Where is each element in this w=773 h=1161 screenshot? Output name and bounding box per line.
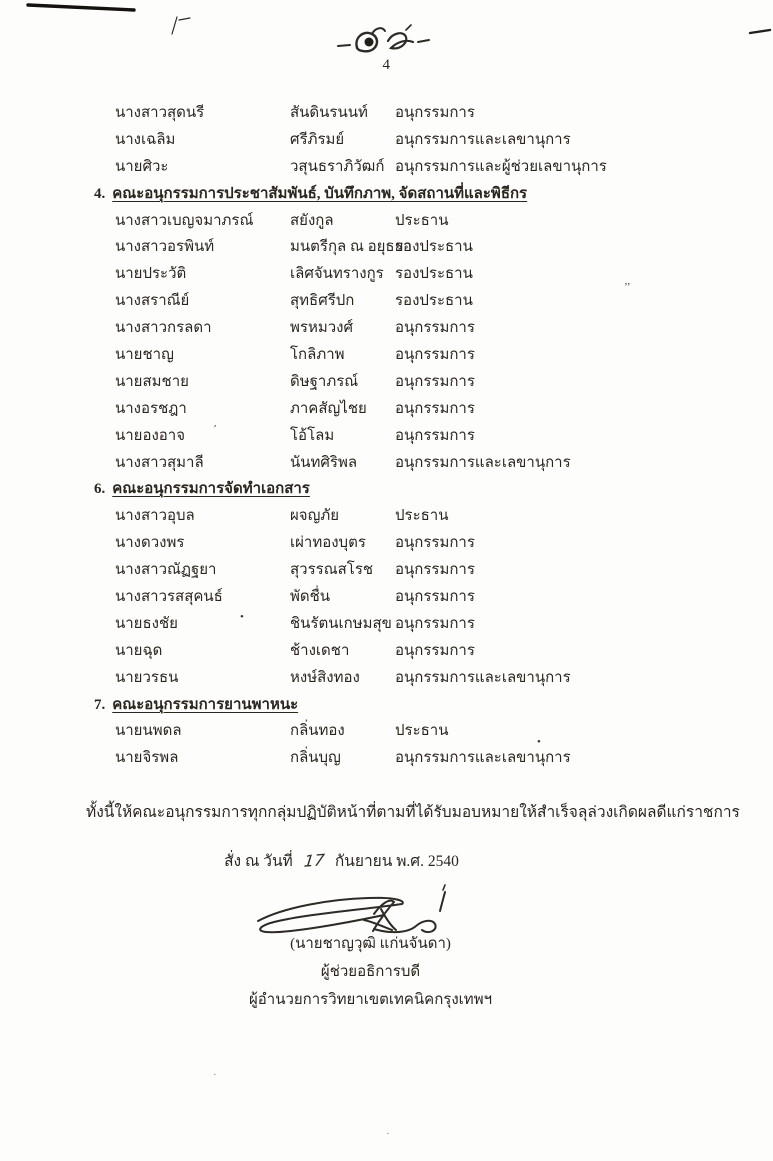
member-surname: โกลิภาพ (290, 347, 345, 364)
member-role: ประธาน (395, 212, 449, 229)
table-row (0, 450, 773, 477)
table-row (0, 638, 773, 665)
member-role: อนุกรรมการและเลขานุการ (395, 669, 571, 686)
member-name: นางสาวอรพินท์ (115, 239, 215, 256)
member-name: นายจิรพล (115, 750, 179, 767)
table-row (0, 557, 773, 584)
table-row (0, 288, 773, 315)
member-name: นางสาวเบญจมาภรณ์ (115, 212, 254, 229)
section-heading (0, 181, 773, 208)
section-heading (0, 692, 773, 719)
table-row (0, 396, 773, 423)
member-role: อนุกรรมการและเลขานุการ (395, 454, 571, 471)
member-surname: กลิ่นบุญ (290, 750, 341, 767)
member-surname: สยังกูล (290, 212, 334, 229)
table-row (0, 718, 773, 745)
member-surname: สุทธิศรีปก (290, 293, 355, 310)
committee-roster (0, 100, 773, 772)
signatory-title-2: ผู้อำนวยการวิทยาเขตเทคนิคกรุงเทพฯ (248, 992, 493, 1008)
table-row (0, 665, 773, 692)
member-name: นายองอาจ (115, 427, 186, 444)
page-number: 4 (382, 57, 391, 73)
order-date-line (0, 848, 728, 873)
member-surname: พัดชื่น (290, 589, 331, 606)
table-row (0, 423, 773, 450)
member-name: นางสาวสุมาลี (115, 454, 204, 471)
member-role: อนุกรรมการและผู้ช่วยเลขานุการ (395, 158, 607, 175)
scan-edge-dash (748, 27, 773, 37)
member-name: นางสาวณัฏฐยา (115, 562, 217, 579)
member-surname: พรหมวงศ์ (290, 320, 353, 337)
member-role: อนุกรรมการ (395, 535, 475, 552)
section-title: คณะอนุกรรมการยานพาหนะ (112, 696, 299, 713)
member-surname: นันทศิริพล (290, 454, 358, 471)
table-row (0, 127, 773, 154)
member-name: นางอรชฎา (115, 400, 187, 417)
table-row (0, 503, 773, 530)
member-name: นายนพดล (115, 723, 182, 740)
member-name: นางสาวรสสุคนธ์ (115, 589, 223, 606)
member-surname: เผ่าทองบุตร (290, 535, 366, 552)
table-row (0, 745, 773, 772)
closing-paragraph: ทั้งนี้ให้คณะอนุกรรมการทุกกลุ่มปฏิบัติหน้าที่ตามที่ได้รับมอบหมายให้สำเร็จลุล่วงเกิดผลดีแก่ราชการ (86, 804, 740, 821)
member-role: อนุกรรมการ (395, 373, 475, 390)
member-role: อนุกรรมการ (395, 105, 475, 121)
table-row (0, 369, 773, 396)
member-role: อนุกรรมการ (395, 589, 475, 606)
section-number: 7. (94, 696, 106, 713)
section-number: 4. (94, 185, 106, 202)
table-row (0, 315, 773, 342)
member-surname: วสุนธราภิวัฒก์ (290, 158, 385, 175)
handwritten-tick-mark (168, 14, 194, 38)
member-role: อนุกรรมการ (395, 427, 475, 444)
member-role: ประธาน (395, 723, 449, 740)
handwritten-day: 17 (302, 850, 326, 871)
member-name: นายสมชาย (115, 373, 189, 390)
member-role: อนุกรรมการ (395, 347, 475, 364)
section-title: คณะอนุกรรมการจัดทำเอกสาร (112, 481, 310, 498)
table-row (0, 342, 773, 369)
member-role: อนุกรรมการ (395, 642, 475, 659)
member-name: นายวรธน (115, 669, 179, 686)
member-name: นายศิวะ (115, 158, 169, 175)
member-role: อนุกรรมการ (395, 400, 475, 417)
member-role: รองประธาน (395, 293, 473, 310)
member-surname: ชินรัตนเกษมสุข (290, 615, 392, 632)
member-role: รองประธาน (395, 239, 473, 256)
scan-speck: • (240, 611, 244, 623)
member-surname: ศรีภิรมย์ (290, 131, 345, 148)
member-name: นายชาญ (115, 347, 174, 364)
table-row (0, 261, 773, 288)
section-number: 6. (94, 481, 106, 498)
member-surname: โอ้โลม (290, 427, 335, 444)
member-role: อนุกรรมการ (395, 562, 475, 579)
member-name: นางสาวสุดนรี (115, 105, 205, 121)
member-name: นางสาวกรลดา (115, 320, 212, 337)
member-name: นางสาวอุบล (115, 508, 195, 525)
signatory-title-1: ผู้ช่วยอธิการบดี (320, 964, 421, 980)
member-surname: ช้างเดชา (290, 642, 350, 659)
table-row (0, 584, 773, 611)
member-name: นายประวัติ (115, 266, 187, 283)
scan-speck: · (213, 1069, 217, 1081)
member-surname: เลิศจันทรางกูร (290, 266, 384, 283)
member-name: นายฉุด (115, 642, 163, 659)
member-role: อนุกรรมการและเลขานุการ (395, 750, 571, 767)
scan-speck: ʹ (214, 423, 217, 435)
section-title: คณะอนุกรรมการประชาสัมพันธ์, บันทึกภาพ, จัดสถานที่และพิธีกร (112, 185, 528, 202)
member-surname: ภาคสัญไชย (290, 400, 367, 417)
member-surname: สุวรรณสโรช (290, 562, 374, 579)
table-row (0, 611, 773, 638)
table-row (0, 530, 773, 557)
member-surname: หงษ์สิงทอง (290, 669, 360, 686)
member-surname: สันดินรนนท์ (290, 105, 368, 121)
scan-speck: ’’ (624, 281, 631, 293)
member-role: รองประธาน (395, 266, 473, 283)
member-surname: กลิ่นทอง (290, 723, 345, 740)
table-row (0, 208, 773, 235)
table-row (0, 100, 773, 127)
table-row (0, 234, 773, 261)
member-name: นางเฉลิม (115, 131, 176, 148)
scan-speck: · (386, 1128, 390, 1140)
member-role: อนุกรรมการและเลขานุการ (395, 131, 571, 148)
member-name: นางสราณีย์ (115, 293, 190, 310)
section-heading (0, 476, 773, 503)
order-date-suffix: กันยายน พ.ศ. 2540 (334, 853, 459, 870)
member-name: นางดวงพร (115, 535, 185, 552)
member-role: อนุกรรมการ (395, 320, 475, 337)
member-surname: ดิษฐาภรณ์ (290, 373, 359, 390)
member-surname: ผจญภัย (290, 508, 340, 525)
member-name: นายธงชัย (115, 615, 178, 632)
member-role: ประธาน (395, 508, 449, 525)
scan-speck: • (537, 736, 541, 748)
signatory-name: (นายชาญวุฒิ แก่นจันดา) (290, 936, 451, 952)
scan-line-artifact (26, 1, 141, 15)
member-role: อนุกรรมการ (395, 615, 475, 632)
order-date-prefix: สั่ง ณ วันที่ (224, 853, 293, 870)
member-surname: มนตรีกุล ณ อยุธยา (290, 239, 412, 256)
table-row (0, 154, 773, 181)
